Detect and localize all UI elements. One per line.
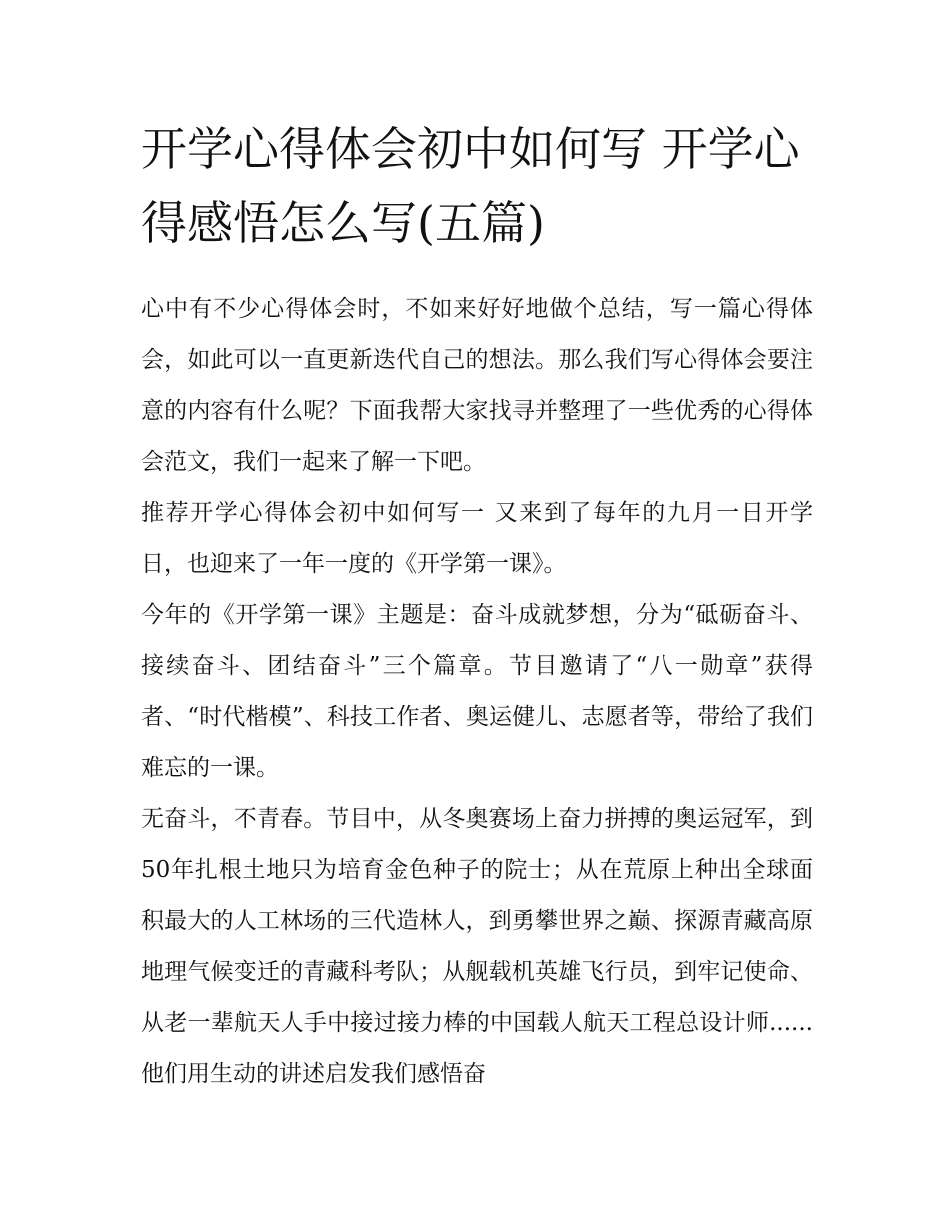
paragraph-theme: 今年的《开学第一课》主题是：奋斗成就梦想，分为“砥砺奋斗、接续奋斗、团结奋斗”三个篇章。节目邀请了“八一勋章”获得者、“时代楷模”、科技工作者、奥运健儿、志愿者等，带给了我们难忘的一课。 [141,602,813,781]
document-title: 开学心得体会初中如何写 开学心得感悟怎么写(五篇) [141,122,800,250]
paragraph-recommendation: 推荐开学心得体会初中如何写一 又来到了每年的九月一日开学日，也迎来了一年一度的《开学第一课》。 [141,500,813,577]
paragraph-intro: 心中有不少心得体会时，不如来好好地做个总结，写一篇心得体会，如此可以一直更新迭代自己的想法。那么我们写心得体会要注意的内容有什么呢？下面我帮大家找寻并整理了一些优秀的心得体会范文，我们一起来了解一下吧。 [141,296,813,475]
document-paragraphs [141,284,813,1100]
paragraph-struggle: 无奋斗，不青春。节目中，从冬奥赛场上奋力拼搏的奥运冠军，到50年扎根土地只为培育金色种子的院士；从在荒原上种出全球面积最大的人工林场的三代造林人，到勇攀世界之巅、探源青藏高原地理气候变迁的青藏科考队；从舰载机英雄飞行员，到牢记使命、从老一辈航天人手中接过接力棒的中国载人航天工程总设计师......他们用生动的讲述启发我们感悟奋 [141,806,813,1087]
document-body [141,112,813,1100]
